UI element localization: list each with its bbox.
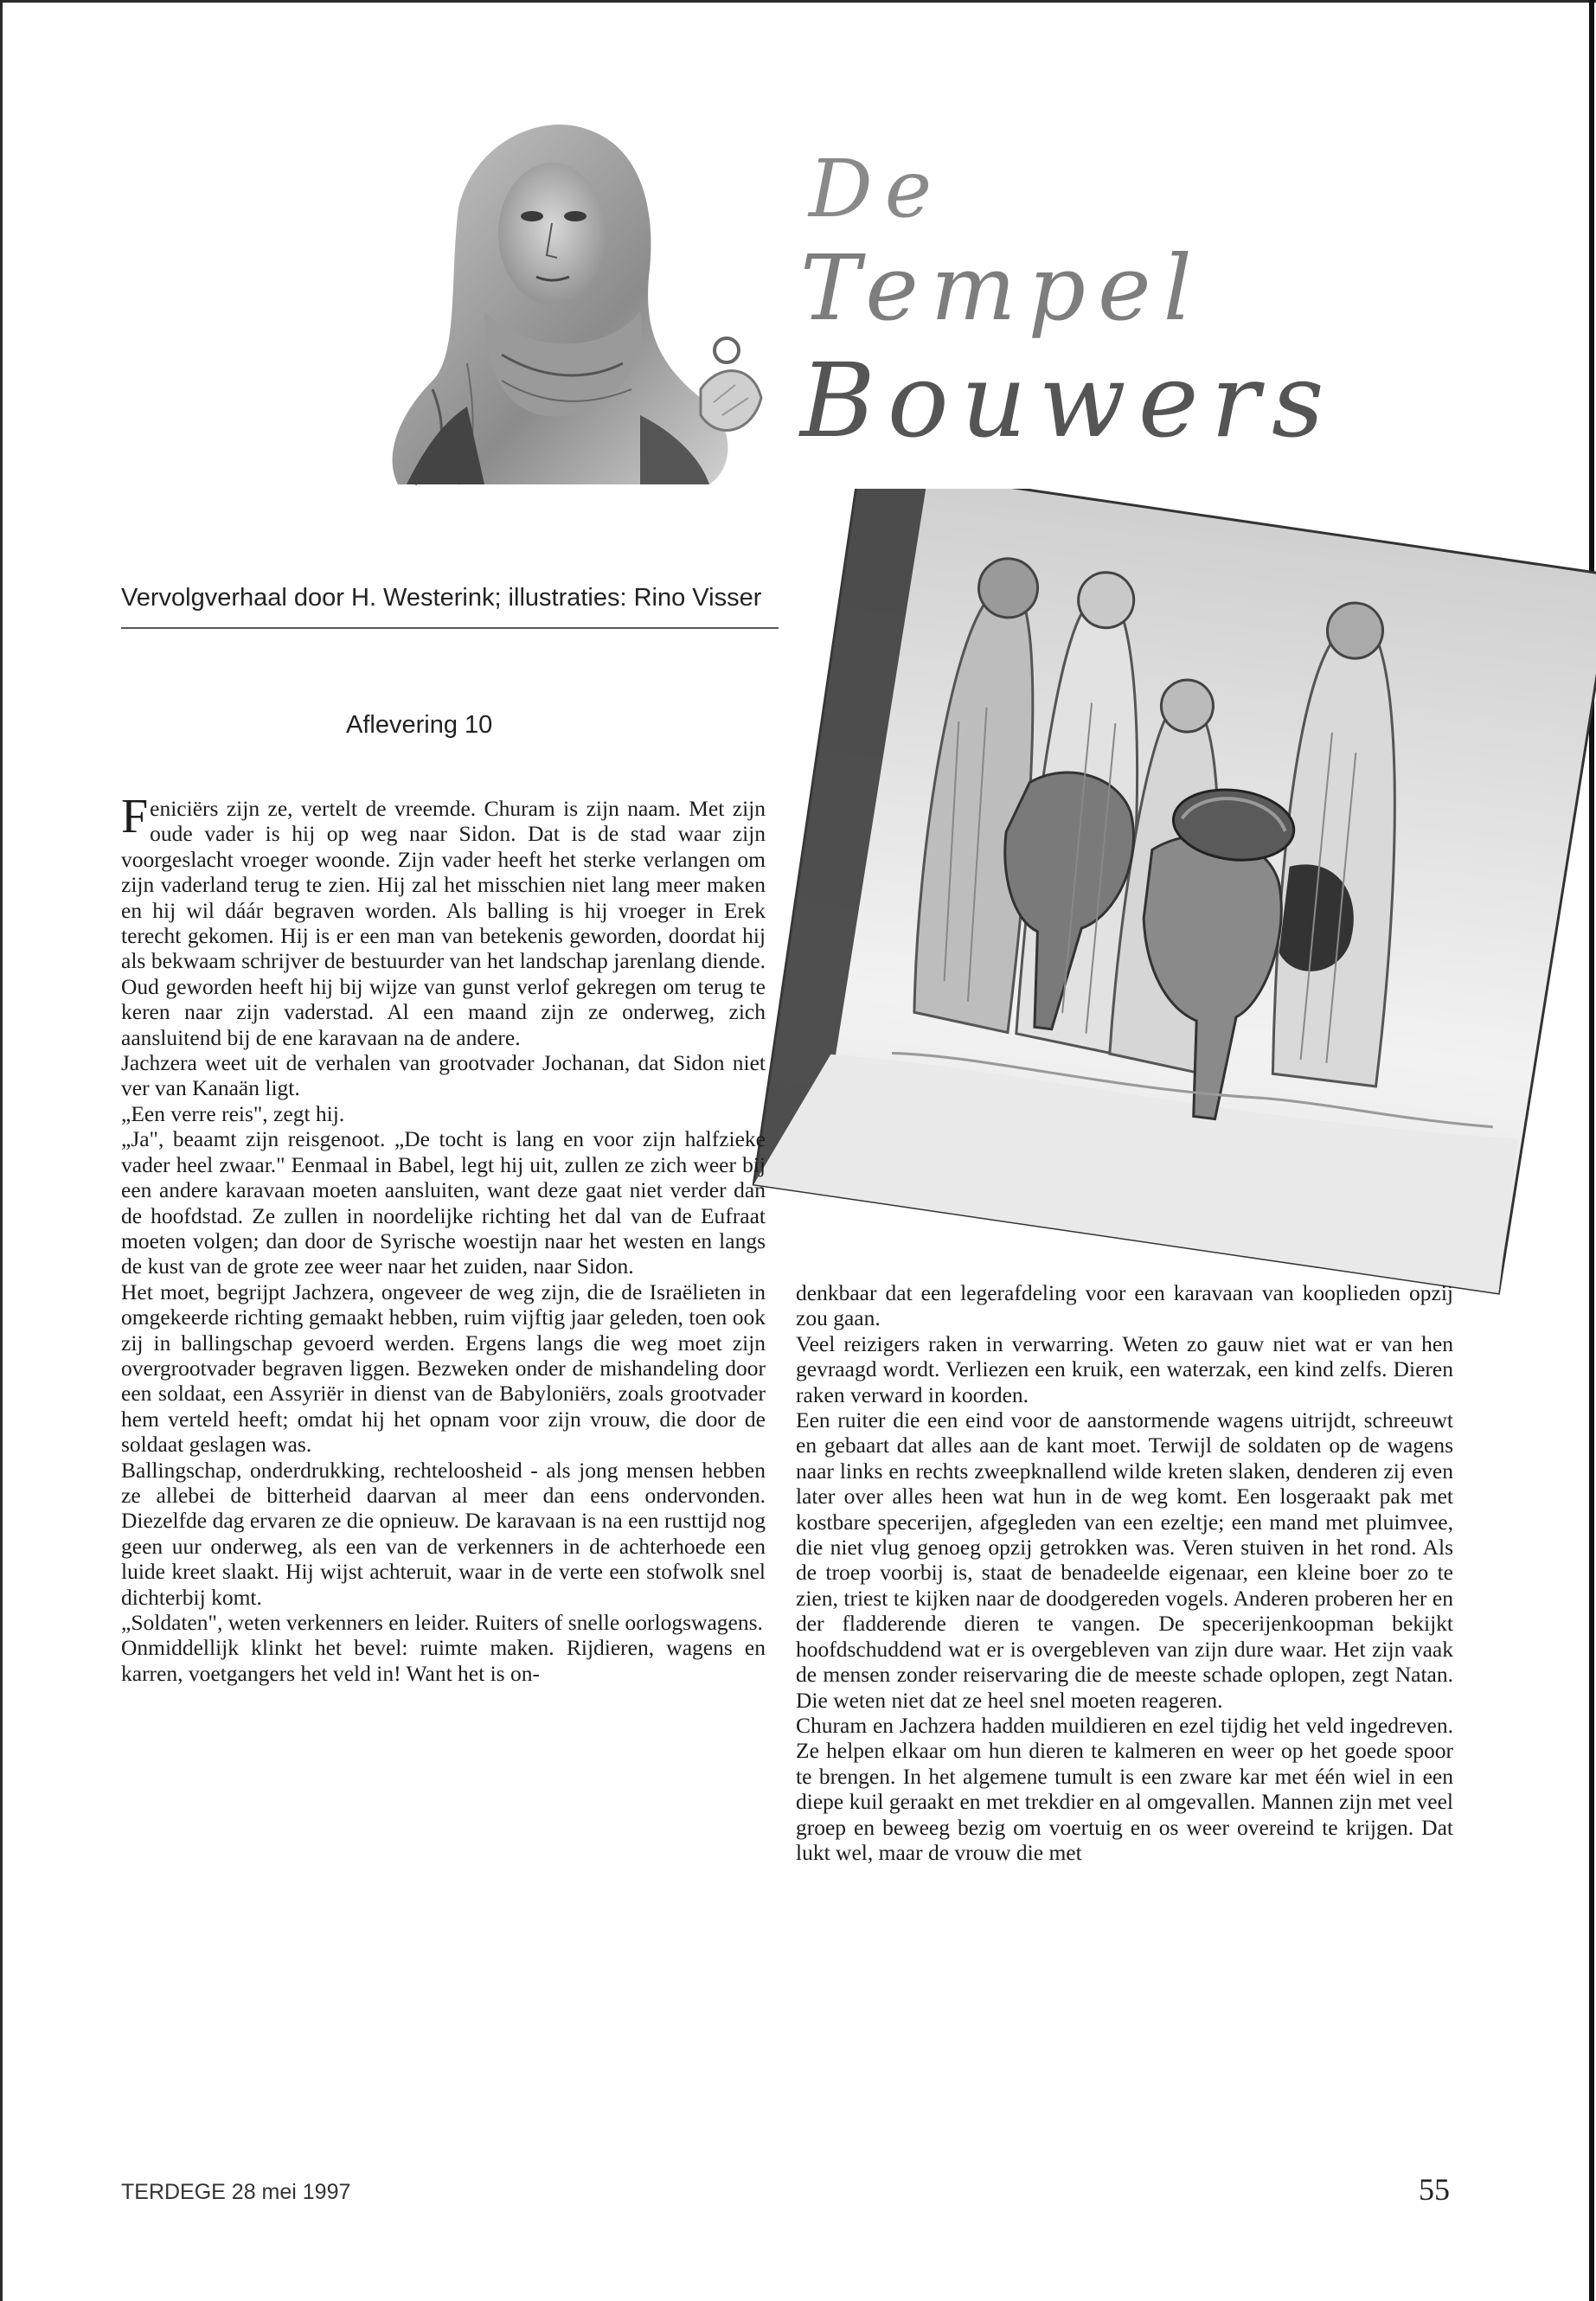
- portrait-illustration: [329, 104, 813, 554]
- article-paragraph: „Ja", beaamt zijn reisgenoot. „De tocht is lang en voor zijn halfzieke vader heel zwaar." Eenmaal in Babel, legt hij uit, zullen ze zich weer bij een andere karavaan moeten aansluiten, want deze gaat niet verder dan de hoofdstad. Ze zullen in noordelijke richting het dal van de Eufraat moeten volgen; dan door de Syrische woestijn naar het westen en langs de kust van de grote zee weer naar het zuiden, naar Sidon.: [121, 1126, 766, 1279]
- caravan-illustration: [740, 489, 1596, 1311]
- article-paragraph: Onmiddellijk klinkt het bevel: ruimte maken. Rijdieren, wagens en karren, voetgangers het veld in! Want het is on-: [121, 1635, 766, 1686]
- byline-rule: [121, 627, 779, 629]
- article-column-left: [121, 790, 766, 2145]
- byline: Vervolgverhaal door H. Westerink; illustraties: Rino Visser: [121, 584, 762, 612]
- title-line-3: Bouwers: [800, 341, 1336, 460]
- title-line-2: Tempel: [800, 235, 1204, 341]
- title-line-1: De: [809, 143, 945, 235]
- article-paragraph: Jachzera weet uit de verhalen van grootvader Jochanan, dat Sidon niet ver van Kanaän ligt.: [121, 1050, 766, 1101]
- footer-publication: TERDEGE 28 mei 1997: [121, 2180, 351, 2204]
- article-paragraph: Churam en Jachzera hadden muildieren en ezel tijdig het veld ingedreven. Ze helpen elkaar om hun dieren te kalmeren en weer op het goede spoor te brengen. In het algemene tumult is een zware kar met één wiel in een diepe kuil geraakt en met trekdier en al omgevallen. Mannen zijn met veel groep en beweeg bezig om voertuig en os weer overeind te krijgen. Dat lukt wel, maar de vrouw die met: [796, 1712, 1453, 1865]
- article-paragraph: [121, 790, 766, 1050]
- article-paragraph-text: eniciërs zijn ze, vertelt de vreemde. Churam is zijn naam. Met zijn oude vader is hij op weg naar Sidon. Dat is de stad waar zijn voorgeslacht vroeger woonde. Zijn vader heeft het sterke verlangen om zijn vaderland terug te zien. Hij zal het misschien niet lang meer maken en hij wil dáár begraven worden. Als balling is hij vroeger in Erek terecht gekomen. Hij is er een man van betekenis geworden, doordat hij als bekwaam schrijver de bestuurder van het landschap jarenlang diende. Oud geworden heeft hij bij wijze van gunst verlof gekregen om terug te keren naar zijn vaderstad. Al een maand zijn ze onderweg, zich aansluitend bij de ene karavaan na de andere.: [121, 796, 766, 1050]
- article-paragraph: „Soldaten", weten verkenners en leider. Ruiters of snelle oorlogswagens.: [121, 1610, 763, 1635]
- article-paragraph: Veel reizigers raken in verwarring. Weten zo gauw niet wat er van hen gevraagd wordt. Verliezen een kruik, een waterzak, een kind zelfs. Dieren raken verward in koorden.: [796, 1330, 1453, 1407]
- page-number: 55: [1419, 2172, 1450, 2207]
- drop-cap: F: [121, 790, 149, 843]
- article-paragraph: Een ruiter die een eind voor de aanstormende wagens uitrijdt, schreeuwt en gebaart dat alles aan de kant moet. Terwijl de soldaten op de wagens naar links en rechts zweepknallend wilde kreten slaken, denderen zij even later over alles heen wat hun in de weg komt. Een losgeraakt pak met kostbare specerijen, afgegleden van een ezeltje; een mand met pluimvee, die niet vlug genoeg opzij getrokken was. Veren stuiven in het rond. Als de troep voorbij is, staat de benadeelde eigenaar, een kleine boer zo te zien, triest te kijken naar de doodgereden vogels. Anderen proberen her en der fladderende dieren te vangen. De specerijenkoopman bekijkt hoofdschuddend wat er is overgebleven van zijn dure waar. Het zijn vaak de mensen zonder reiservaring die de meeste schade oplopen, zegt Natan. Die weten niet dat ze heel snel moeten reageren.: [796, 1407, 1453, 1713]
- article-paragraph: Ballingschap, onderdrukking, rechteloosheid - als jong mensen hebben ze allebei de bitterheid daarvan al meer dan eens ondervonden. Diezelfde dag ervaren ze die opnieuw. De karavaan is na een rusttijd nog geen uur onderweg, als een van de verkenners in de achterhoede een luide kreet slaakt. Hij wijst achteruit, waar in de verte een stofwolk snel dichterbij komt.: [121, 1457, 766, 1610]
- title-block: [792, 143, 1449, 471]
- article-paragraph: denkbaar dat een legerafdeling voor een karavaan van kooplieden opzij zou gaan.: [796, 1280, 1453, 1331]
- article-paragraph: „Een verre reis", zegt hij.: [121, 1100, 345, 1126]
- article-column-right: [796, 1280, 1453, 2145]
- page-border-top: [0, 0, 1596, 3]
- episode-label: Aflevering 10: [346, 711, 493, 739]
- page-border-left: [0, 0, 3, 2301]
- article-paragraph: Het moet, begrijpt Jachzera, ongeveer de weg zijn, die de Israëlieten in omgekeerde richting gemaakt hebben, ruim vijftig jaar geleden, toen ook zij in ballingschap gevoerd werden. Ergens langs die weg moet zijn overgrootvader begraven liggen. Bezweken onder de mishandeling door een soldaat, een Assyriër in dienst van de Babyloniërs, zoals grootvader hem verteld heeft; omdat hij het opnam voor zijn vrouw, die door de soldaat geslagen was.: [121, 1279, 766, 1458]
